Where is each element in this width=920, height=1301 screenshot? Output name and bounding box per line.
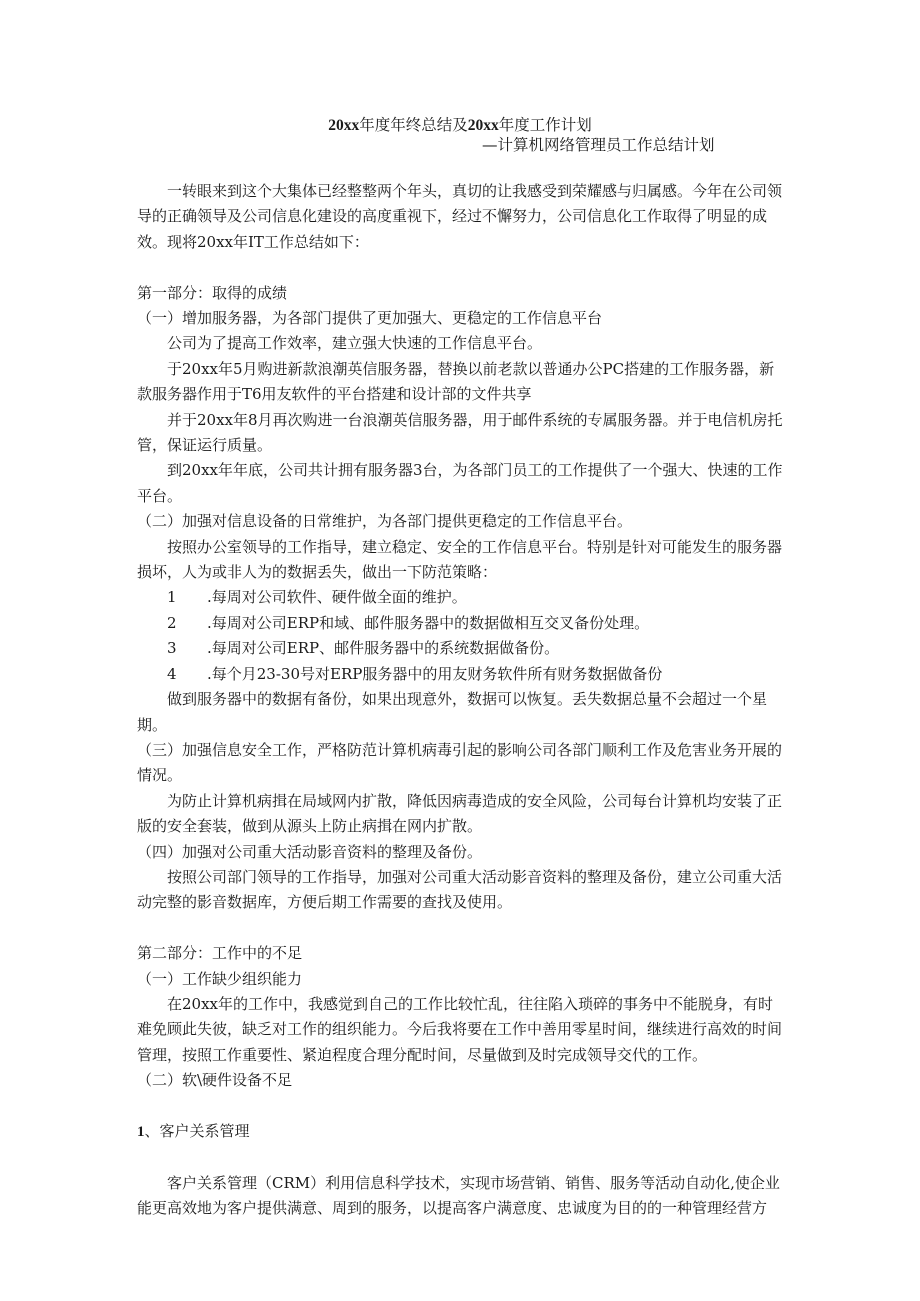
part1-heading: 第一部分：取得的成绩 [137,283,288,302]
list-item [137,662,785,687]
list-item [137,611,785,636]
part1-section1-paragraph: 于20xx年5月购进新款浪潮英信服务器，替换以前老款以普通办公PC搭建的工作服务器，新款服务器作用于T6用友软件的平台搭建和设计部的文件共享 [137,359,775,404]
part1-section4-title: （四）加强对公司重大活动影音资料的整理及备份。 [137,842,483,861]
document-title [0,115,920,136]
part1-section1-title: （一）增加服务器，为各部门提供了更加强大、更稳定的工作信息平台 [137,309,603,328]
part2-section1-title: （一）工作缺少组织能力 [137,969,303,988]
part2-section2-title: （二）软\硬件设备不足 [137,1071,293,1090]
part1-section3-paragraph: 为防止计算机病揖在局域网内扩散，降低因病毒造成的安全风险，公司每台计算机均安装了正版的安全套装，做到从源头上防止病揖在网内扩散。 [137,791,783,836]
crm-heading [137,1119,785,1145]
document-body [137,179,785,1222]
list-item-number: 2 [167,613,177,632]
part1-section1-paragraph: 到20xx年年底，公司共计拥有服务器3台，为各部门员工的工作提供了一个强大、快速的工作平台。 [137,461,783,505]
part1-section1-paragraph: 公司为了提高工作效率，建立强大快速的工作信息平台。 [167,334,543,353]
crm-heading-text: 、客户关系管理 [144,1121,250,1140]
list-item-number: 4 [167,664,177,683]
part1-section3-title: （三）加强信息安全工作，严格防范计算机病毒引起的影响公司各部门顺利工作及危害业务开展的情况。 [137,740,783,785]
list-item [137,636,785,661]
part1-section1-paragraph: 并于20xx年8月再次购进一台浪潮英信服务器，用于邮件系统的专属服务器。并于电信机房托管，保证运行质量。 [137,410,783,455]
title-year-2: 20xx [467,117,499,134]
part2-heading: 第二部分：工作中的不足 [137,944,303,963]
intro-paragraph: 一转眼来到这个大集体已经整整两个年头，真切的让我感受到荣耀感与归属感。今年在公司领导的正确领导及公司信息化建设的高度重视下，经过不懈努力，公司信息化工作取得了明显的成效。现将20xx年IT工作总结如下： [137,182,783,251]
list-item-number: 1 [167,588,177,607]
list-item-text: .每周对公司软件、硬件做全面的维护。 [207,588,467,607]
crm-heading-number: 1 [137,1123,145,1140]
title-text-2: 年度工作计划 [498,116,592,134]
list-item [137,585,785,610]
title-year-1: 20xx [328,117,360,134]
part1-section4-paragraph: 按照公司部门领导的工作指导，加强对公司重大活动影音资料的整理及备份，建立公司重大活动完整的影音数据库，方便后期工作需要的查找及使用。 [137,867,783,912]
crm-paragraph: 客户关系管理（CRM）利用信息科学技术，实现市场营销、销售、服务等活动自动化,使企业能更高效地为客户提供满意、周到的服务，以提高客户满意度、忠诚度为目的的一种管理经营方 [137,1173,780,1218]
part1-section2-title: （二）加强对信息设备的日常维护，为各部门提供更稳定的工作信息平台。 [137,512,633,531]
list-item-text: .每周对公司ERP和域、邮件服务器中的数据做相互交叉备份处理。 [207,613,650,632]
list-item-text: .每周对公司ERP、邮件服务器中的系统数据做备份。 [207,639,560,658]
part2-section1-paragraph: 在20xx年的工作中，我感觉到自己的工作比较忙乱，往往陷入琐碎的事务中不能脱身，有时难免顾此失彼，缺乏对工作的组织能力。今后我将要在工作中善用零星时间，继续进行高效的时间管理，按照工作重要性、紧迫程度合理分配时间，尽量做到及时完成领导交代的工作。 [137,994,783,1064]
list-item-number: 3 [167,639,177,658]
list-item-text: .每个月23-30号对ERP服务器中的用友财务软件所有财务数据做备份 [207,664,663,683]
title-text-1: 年度年终总结及 [359,116,468,134]
document-subtitle: —计算机网络管理员工作总结计划 [482,136,715,154]
part1-section2-paragraph: 做到服务器中的数据有备份，如果出现意外，数据可以恢复。丢失数据总量不会超过一个星期。 [137,690,768,734]
part1-section2-paragraph: 按照办公室领导的工作指导，建立稳定、安全的工作信息平台。特别是针对可能发生的服务器损坏，人为或非人为的数据丢失，做出一下防范策略： [137,537,783,582]
